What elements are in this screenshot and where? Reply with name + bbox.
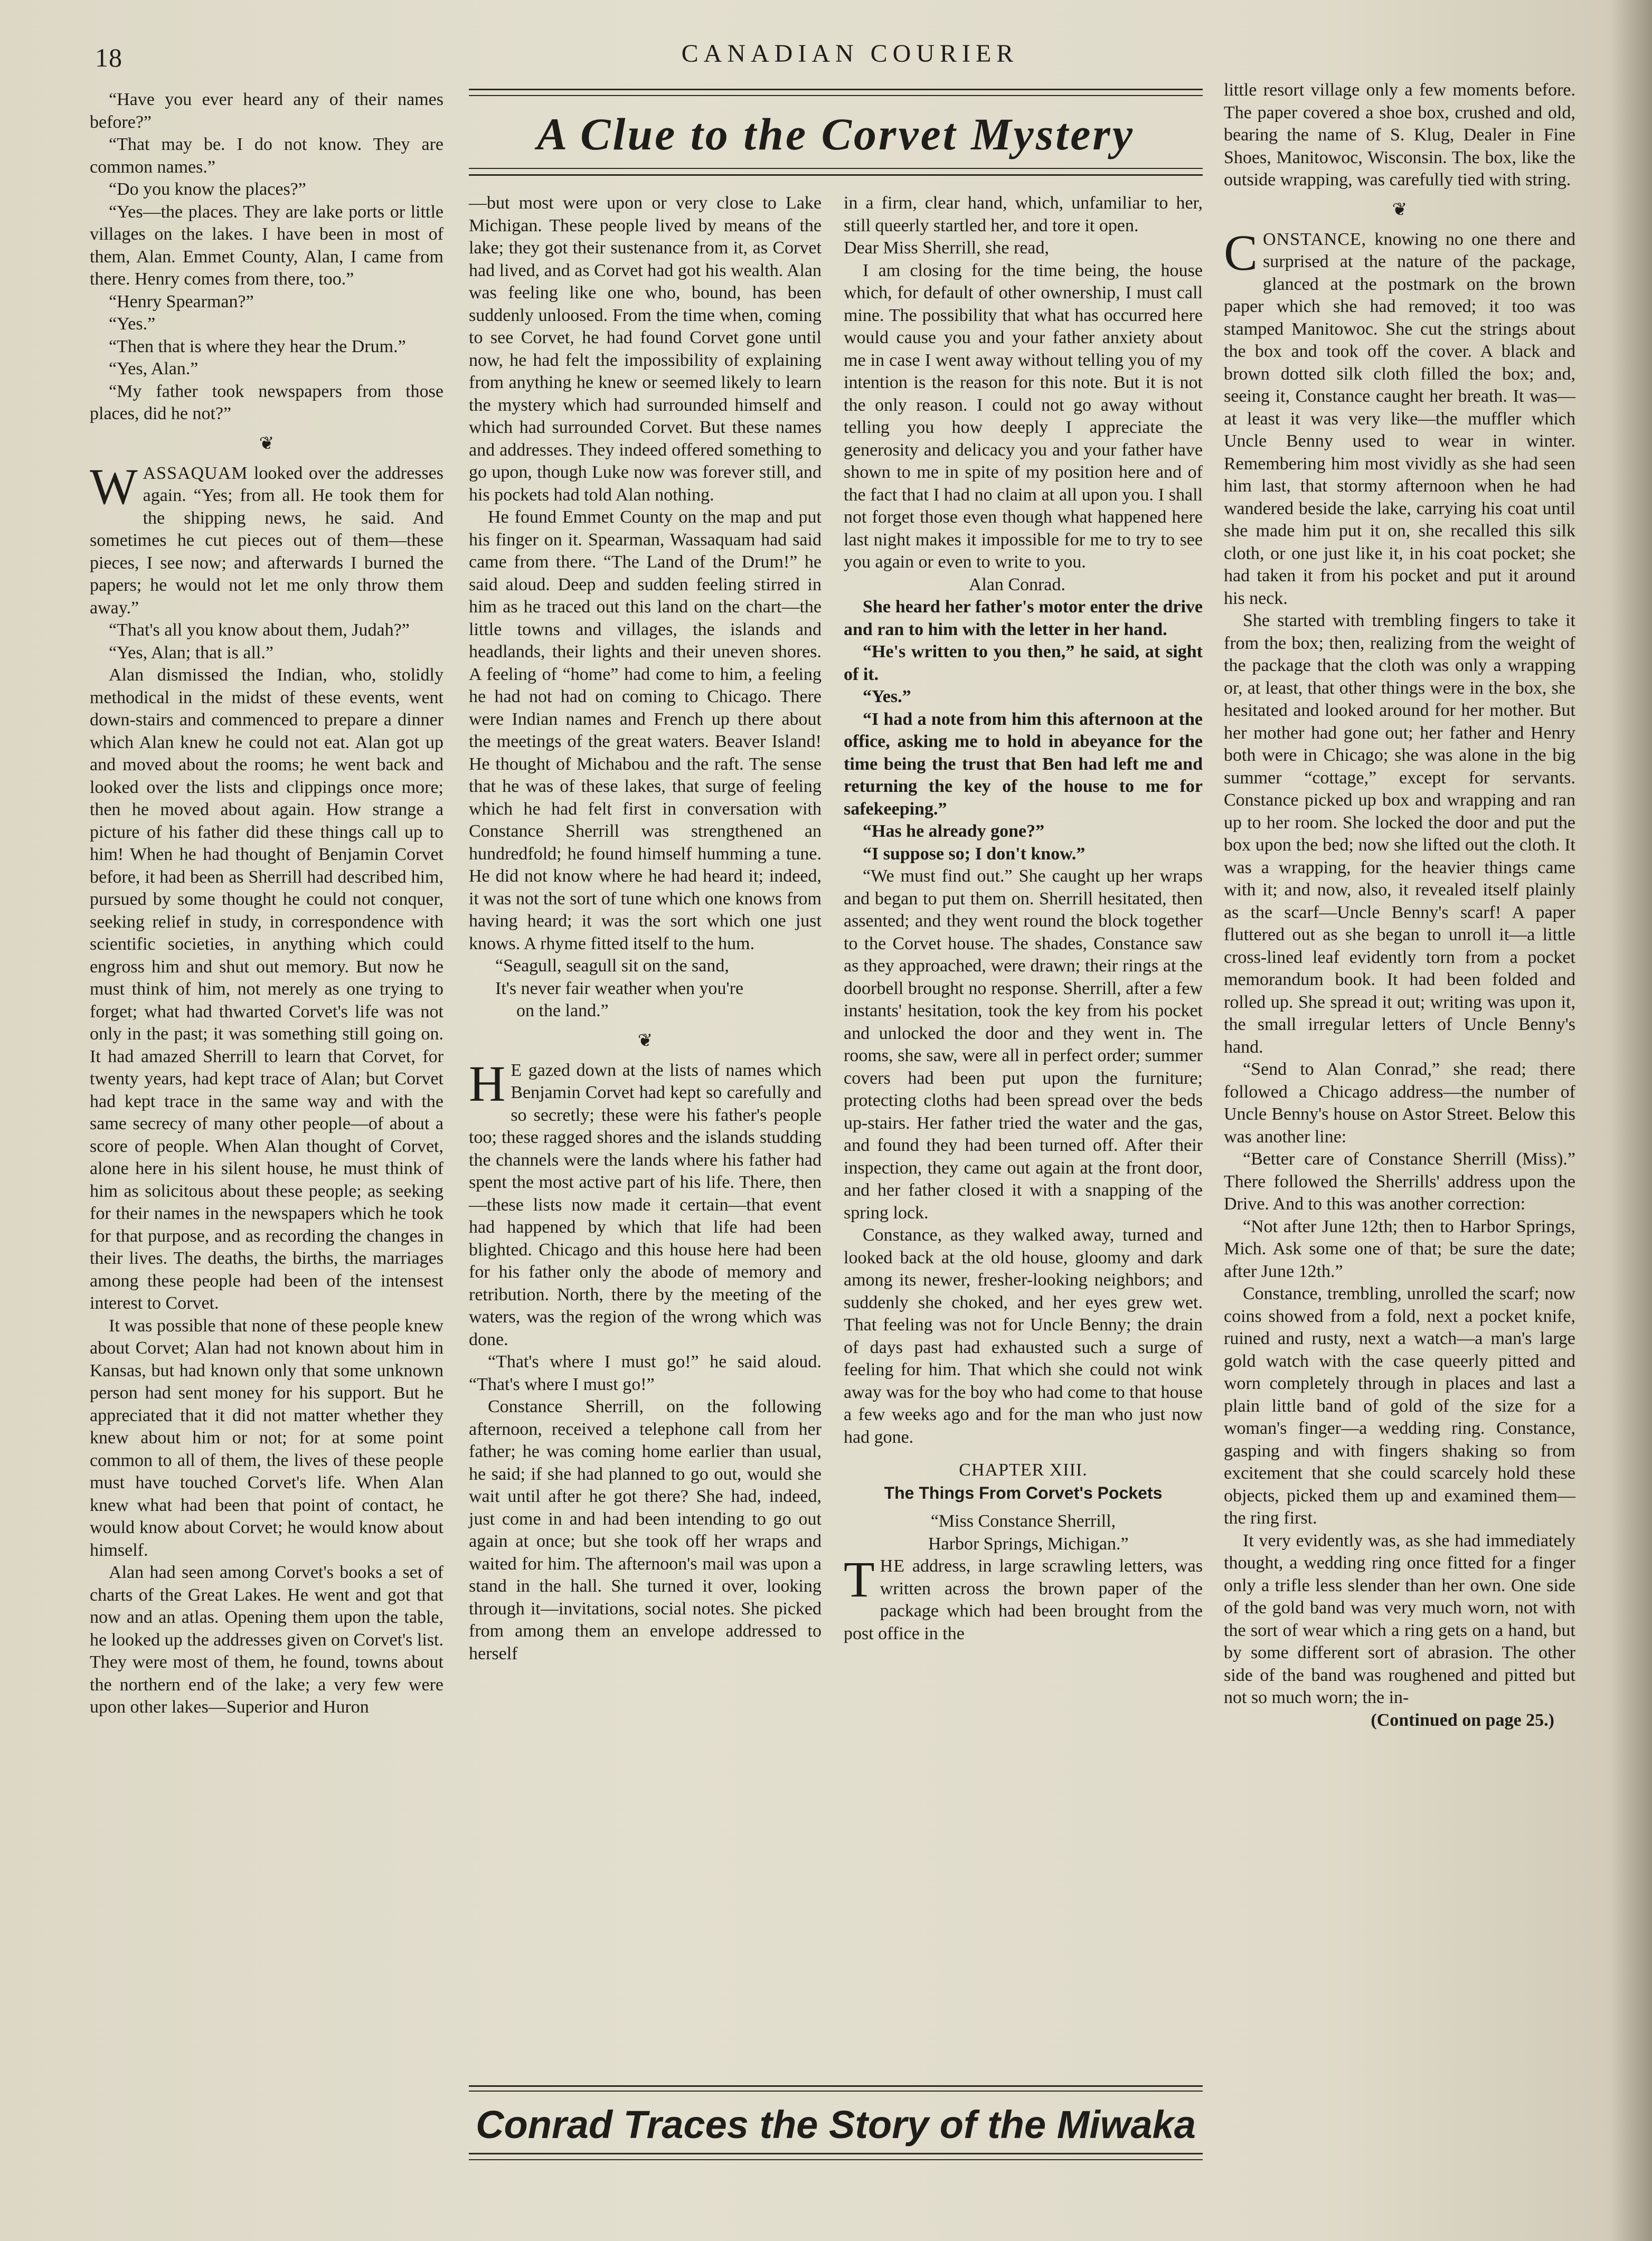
chapter-heading: CHAPTER XIII. [959,1460,1088,1480]
verse-line: on the land.” [516,1001,609,1020]
paragraph: He found Emmet County on the map and put his finger on it. Spearman, Wassaquam had said came from there. “The Land of the Drum!” he said aloud. Deep and sudden feeling stirred in him as he traced out this land on the chart—the little towns and villages, the islands and headlands, their lights and their uneven shores. A feeling of “home” had come to him, a feeling he had not had on coming to Chicago. There were Indian names and French up there about the meetings of the great waters. Beaver Island! He thought of Michabou and the raft. The sense that he was of these lakes, that surge of feeling which he had felt first in conversation with Constance Sherrill was strengthened an hundredfold; he found himself humming a tune. He did not know where he had heard it; indeed, it was not the sort of tune which one knows from having heard; it was the sort which one just knows. A rhyme fitted itself to the hum. [469,507,822,953]
headline-rule [469,89,1203,90]
paragraph: Alan dismissed the Indian, who, stolidly methodical in the midst of these events, went down-stairs and commenced to prepare a dinner which Alan knew he could not eat. Alan got up and moved about the rooms; he went back and looked over the lists and clippings once more; then he moved about again. How strange a picture of his father did these things call up to him! When he had thought of Benjamin Corvet before, it had been as Sherrill had described him, pursued by some thought he could not conquer, seeking relief in study, in correspondence with scientific societies, in anything which could engross him and shut out memory. But now he must think of him, not merely as one trying to forget; what had thwarted Corvet's life was not only in the past; it was something still going on. It had amazed Sherrill to learn that Corvet, for twenty years, had kept trace of Alan; but Corvet had kept trace in the same way and with the same secrecy of many other people—of about a score of people. When Alan thought of Corvet, alone here in his silent house, he must think of him as solicitous about these people; as seeking for their names in the newspapers which he took for that purpose, and as recording the changes in their lives. The deaths, the births, the marriages among these people had been of the intensest interest to Corvet. [90,665,443,1313]
verse-line: It's never fair weather when you're [495,978,744,998]
text-column-2 [469,192,822,1665]
paragraph: in a firm, clear hand, which, unfamiliar to her, still queerly startled her, and tore it open. [844,193,1203,235]
drop-cap: H [469,1055,506,1112]
paragraph: It very evidently was, as she had immediately thought, a wedding ring once fitted for a finger only a trifle less slender than her own. One side of the gold band was very much worn, not with the sort of wear which a ring gets on a hand, but by some different sort of abrasion. The other side of the band was roughened and pitted but not so much worn; the in- [1224,1530,1575,1707]
paragraph [469,1055,822,1351]
paragraph: “Better care of Constance Sherrill (Miss).” There followed the Sherrills' address upon the Drive. And to this was another correction: [1224,1149,1575,1214]
paragraph: “Send to Alan Conrad,” she read; there followed a Chicago address—the number of Uncle Benny's house on Astor Street. Below this was another line: [1224,1060,1575,1147]
paragraph: She started with trembling fingers to take it from the box; then, realizing from the weight of the package that the cloth was only a wrapping or, at least, that other things were in the box, she hesitated and looked around for her mother. But her mother had gone out; her father and Henry both were in Chicago; she was alone in the big summer “cottage,” except for servants. Constance picked up box and wrapping and ran up to her room. She locked the door and put the box upon the bed; now she lifted out the cloth. It was a wrapping, for the heavier things came with it; and now, also, it revealed itself plainly as the scarf—Uncle Benny's scarf! A paper fluttered out as she began to unroll it—a little cross-lined leaf evidently torn from a pocket memorandum book. It had been folded and rolled up. She spread it out; writing was upon it, the small irregular letters of Uncle Benny's hand. [1224,611,1575,1057]
letter-signature: Alan Conrad. [968,574,1065,594]
paragraph: “Henry Spearman?” [109,291,254,311]
paragraph: “He's written to you then,” he said, at sight of it. [844,642,1203,684]
paragraph: “That's all you know about them, Judah?” [109,620,410,640]
paragraph [90,458,443,620]
banner-rule [469,2085,1203,2087]
paragraph: “That's where I must go!” he said aloud. “That's where I must go!” [469,1352,822,1394]
paragraph: “Yes.” [109,314,156,334]
paragraph: “Have you ever heard any of their names before?” [90,90,443,132]
drop-cap: C [1224,224,1258,281]
letter-body: I am closing for the time being, the house which, for default of other ownership, I must call mine. The possibility that what has occurred here would cause you and your father anxiety about me in case I went away without telling you of my intention is the reason for this note. But it is not the only reason. I could not go away without telling you how deeply I appreciate the generosity and delicacy you and your father have shown to me in spite of my position here and of the fact that I had no claim at all upon you. I shall not forget those even though what happened here last night makes it impossible for me to try to see you again or even to write to you. [844,260,1203,572]
paragraph-text: address, in large scrawling letters, was written across the brown paper of the package which had been brought from the post office in the [844,1556,1203,1643]
paragraph: “I had a note from him this afternoon at the office, asking me to hold in abeyance for the time being the trust that Ben had left me and returning the key of the house to me for safekeeping.” [844,709,1203,819]
headline-rule [469,168,1203,169]
next-chapter-title: Conrad Traces the Story of the Miwaka [476,2103,1196,2147]
paragraph: It was possible that none of these people knew about Corvet; Alan had not known about him in Kansas, but had known only that some unknown person had sent money for his support. But he appreciated that it did not matter whether they knew about him or not; for at some point common to all of them, the lives of these people must have touched Corvet's life. When Alan knew what had been that point of contact, he would know about Corvet; he would know about himself. [90,1316,443,1560]
chapter-title: The Things From Corvet's Pockets [884,1483,1163,1502]
paragraph-text: knowing no one there and surprised at the nature of the package, glanced at the postmark on the brown paper which she had removed; it too was stamped Manitowoc. She cut the strings about the box and took off the cover. A black and brown dotted silk cloth filled the box; and, seeing it, Constance caught her breath. It was—at least it was very like—the muffler which Uncle Benny used to wear in winter. Remembering him most vividly as she had seen him last, that stormy afternoon when he had wandered beside the lake, carrying his coat until she made him put it on, she recalled this silk cloth, or one just like it, in his coat pocket; she had taken it from his pocket and put it around his neck. [1224,229,1575,608]
text-column-1 [90,89,443,1719]
paragraph: “Yes, Alan.” [109,359,199,379]
text-column-3 [844,192,1203,1645]
paragraph [844,1551,1203,1645]
paragraph: “Yes—the places. They are lake ports or little villages on the lakes. I have been in most of them, Alan. Emmet County, Alan, I came from there. Henry comes from there, too.” [90,202,443,289]
lead-in-caps: ONSTANCE, [1263,229,1367,249]
address-line: “Miss Constance Sherrill, [930,1511,1116,1531]
paragraph: “Yes.” [863,687,911,706]
running-head: CANADIAN COURIER [681,40,1019,68]
page-number: 18 [95,43,122,72]
paragraph: “We must find out.” She caught up her wraps and began to put them on. Sherrill hesitated, then assented; and they went round the block together to the Corvet house. The shades, Constance saw as they approached, were drawn; their rings at the doorbell brought no response. Sherrill, after a few instants' hesitation, took the key from his pocket and unlocked the door and they went in. The rooms, she saw, were all in perfect order; summer covers had been put upon the furniture; protecting cloths had been spread over the beds up-stairs. Her father tried the water and the gas, and found they had been turned off. After their inspection, they came out again at the front door, and her father closed it with a snapping of the spring lock. [844,866,1203,1223]
headline-title: A Clue to the Corvet Mystery [536,109,1135,159]
address-line: Harbor Springs, Michigan.” [928,1534,1129,1554]
continued-note: (Continued on page 25.) [1371,1710,1554,1730]
paragraph: “Yes, Alan; that is all.” [109,642,273,663]
paragraph: “Not after June 12th; then to Harbor Springs, Mich. Ask some one of that; be sure the date; after June 12th.” [1224,1216,1575,1281]
paragraph: “Then that is where they hear the Drum.” [109,336,406,356]
verse-line: “Seagull, seagull sit on the sand, [495,956,729,976]
lead-in-caps: ASSAQUAM [143,463,248,483]
section-ornament-icon: ❦ [1392,200,1408,220]
text-column-4 [1224,79,1575,1732]
paragraph-text: looked over the addresses again. “Yes; from all. He took them for the shipping news, he said. And sometimes he cut pieces out of them—these pieces, I see now; and afterwards I burned the papers; he would not let me only throw them away.” [90,463,443,618]
banner-rule [469,2091,1203,2092]
paragraph: “That may be. I do not know. They are common names.” [90,135,443,177]
paragraph [1224,224,1575,610]
section-ornament-icon: ❦ [259,433,275,453]
paragraph: little resort village only a few moments before. The paper covered a shoe box, crushed and old, bearing the name of S. Klug, Dealer in Fine Shoes, Manitowoc, Wisconsin. The box, like the outside wrapping, was carefully tied with string. [1224,80,1575,190]
banner-rule [469,2153,1203,2154]
drop-cap: T [844,1551,875,1608]
banner-rule [469,2159,1203,2160]
story-headline [469,89,1203,178]
paragraph: Constance, as they walked away, turned and looked back at the old house, gloomy and dark among its newer, fresher-looking neighbors; and suddenly she choked, and her eyes grew wet. That feeling was not for Uncle Benny; the drain of days past had exhausted such a surge of feeling for him. That which she could not wink away was for the boy who had come to that house a few weeks ago and for the man who just now had gone. [844,1225,1203,1447]
paragraph: Alan had seen among Corvet's books a set of charts of the Great Lakes. He went and got that now and an atlas. Opening them upon the table, he looked up the addresses given on Corvet's list. They were most of them, he found, towns about the northern end of the lake; a very few were upon other lakes—Superior and Huron [90,1563,443,1717]
drop-cap: W [90,458,138,515]
lead-in-caps: E [511,1060,523,1080]
paragraph: “I suppose so; I don't know.” [863,844,1085,864]
page-gutter-shadow [1610,0,1652,2241]
paragraph: Constance, trembling, unrolled the scarf; now coins showed from a fold, next a pocket knife, ruined and rusty, next a watch—a man's large gold watch with the case queerly pitted and worn completely through in places and last a plain little band of gold of the size for a woman's finger—a wedding ring. Constance, gasping and with fingers shaking so from excitement that she could scarcely hold these objects, picked them up and examined them—the ring first. [1224,1284,1575,1528]
next-chapter-banner [469,2085,1203,2164]
headline-rule [469,95,1203,96]
paragraph-text: gazed down at the lists of names which Benjamin Corvet had kept so carefully and so secretly; these were his father's people too; these ragged shores and the islands studding the channels were the lands where his father had spent the most active part of his life. There, then—these lists now made it certain—that event had happened by which that life had been blighted. Chicago and this house here had been for his father only the abode of memory and retribution. North, there by the meeting of the waters, was the region of the wrong which was done. [469,1060,822,1349]
section-ornament-icon: ❦ [637,1030,653,1051]
paragraph: “Do you know the places?” [109,179,306,199]
paragraph: Constance Sherrill, on the following afternoon, received a telephone call from her father; he was coming home earlier than usual, he said; if she had planned to go out, would she wait until after he got there? She had, indeed, just come in and had been intending to go out again at once; but she took off her wraps and waited for him. The afternoon's mail was upon a stand in the hall. She turned it over, looking through it—invitations, social notes. She picked from among them an envelope addressed to herself [469,1397,822,1663]
paragraph: She heard her father's motor enter the drive and ran to him with the letter in her hand. [844,597,1203,639]
paragraph: —but most were upon or very close to Lake Michigan. These people lived by means of the lake; they got their sustenance from it, as Corvet had lived, and as Corvet had got his wealth. Alan was feeling like one who, bound, has been suddenly unloosed. From the time when, coming to see Corvet, he had found Corvet gone until now, he had felt the impossibility of explaining from anything he knew or seemed likely to learn the mystery which had surrounded himself and which had surrounded Corvet. But these names and addresses. They indeed offered something to go upon, though Luke now was forever still, and his pockets had told Alan nothing. [469,193,822,505]
paragraph: “Has he already gone?” [863,821,1045,841]
lead-in-caps: HE [880,1556,905,1576]
headline-rule [469,174,1203,176]
paragraph: “My father took newspapers from those places, did he not?” [90,381,443,423]
letter-salutation: Dear Miss Sherrill, she read, [844,238,1050,258]
